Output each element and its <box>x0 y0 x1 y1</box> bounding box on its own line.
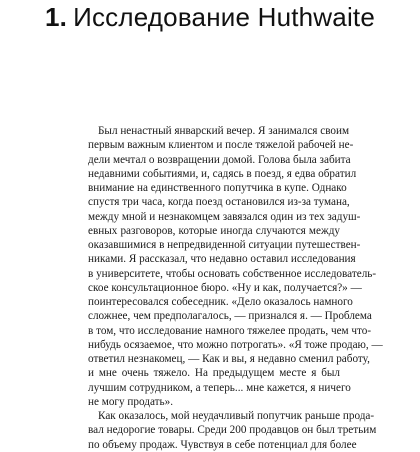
text-line: первым важным клиентом и после тяжелой рабочей не- <box>88 139 354 152</box>
chapter-title: Исследование Huthwaite <box>73 2 376 32</box>
text-line: недавними событиями, и, садясь в поезд, я едва обратил <box>88 167 357 180</box>
text-line: дели мечтал о возвращении домой. Голова была забита <box>88 153 351 166</box>
text-line: в университете, чтобы основать собственное исследователь- <box>88 267 377 280</box>
text-line: и мне очень тяжело. На предыдущем месте я был <box>88 367 340 380</box>
text-line: вал недорогие товары. Среди 200 продавцов он был третьим <box>88 424 377 437</box>
text-line: евных разговоров, которые иногда случаются между <box>88 224 340 237</box>
text-line: ское консультационное бюро. «Ну и как, получается?» — <box>88 281 362 294</box>
text-line: сложнее, чем предполагалось, — признался я. — Проблема <box>88 310 372 323</box>
text-line: оказавшимися в непредвиденной ситуации путешествен- <box>88 239 361 251</box>
text-line: внимание на единственного попутчика в купе. Однако <box>88 182 347 194</box>
text-line: в том, что исследование намного тяжелее продать, чем что- <box>88 324 372 337</box>
text-line: поинтересовался собеседник. «Дело оказалось намного <box>88 296 353 308</box>
text-line: лучшим сотрудником, а теперь... мне кажется, я ничего <box>88 381 351 394</box>
chapter-heading <box>0 2 420 33</box>
chapter-number: 1. <box>44 2 68 32</box>
text-line: нибудь осязаемое, что можно потрогать». «Я тоже продаю, — <box>88 338 383 351</box>
body-text <box>88 124 383 452</box>
text-line: Как оказалось, мой неудачливый попутчик раньше прода- <box>98 410 375 422</box>
text-line: не могу продать». <box>88 395 174 408</box>
text-line: никами. Я рассказал, что недавно оставил исследования <box>88 253 356 266</box>
text-line: спустя три часа, когда поезд остановился из-за тумана, <box>88 196 350 209</box>
text-line: по объему продаж. Чувствуя в себе потенциал для более <box>88 438 357 451</box>
text-line: ответил незнакомец, — Как и вы, я недавно сменил работу, <box>88 353 370 365</box>
text-line: между мной и незнакомцем завязался один из тех задуш- <box>88 210 361 223</box>
paragraph-2 <box>88 409 377 452</box>
paragraph-1 <box>88 124 383 409</box>
text-line: Был ненастный январский вечер. Я занимался своим <box>98 125 350 137</box>
